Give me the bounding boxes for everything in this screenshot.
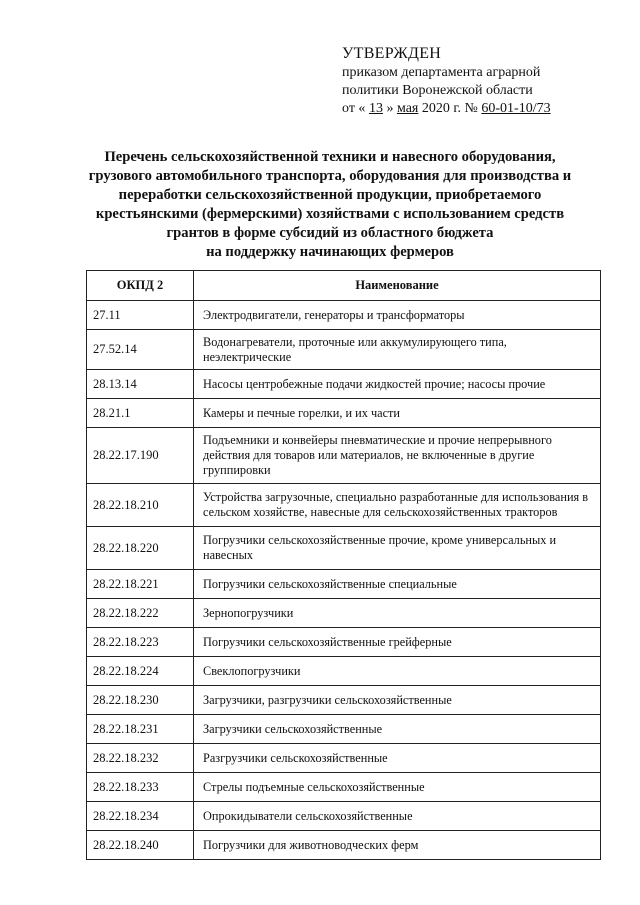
- row-name: Камеры и печные горелки, и их части: [194, 399, 601, 428]
- order-number: 60-01-10/73: [481, 101, 551, 116]
- table-row: [87, 330, 601, 370]
- row-name: Погрузчики сельскохозяйственные грейферные: [194, 628, 601, 657]
- table-row: [87, 657, 601, 686]
- row-code: 28.22.18.221: [87, 570, 194, 599]
- date-month: мая: [396, 101, 419, 116]
- title-line: переработки сельскохозяйственной продукции, приобретаемого: [118, 187, 542, 203]
- row-name: Погрузчики сельскохозяйственные прочие, кроме универсальных и навесных: [194, 527, 601, 570]
- approval-title: УТВЕРЖДЕН: [342, 45, 442, 62]
- row-name: Разгрузчики сельскохозяйственные: [194, 744, 601, 773]
- row-name: Электродвигатели, генераторы и трансформаторы: [194, 301, 601, 330]
- date-mid: »: [386, 101, 394, 116]
- title-line: грантов в форме субсидий из областного бюджета: [166, 225, 494, 241]
- title-line: крестьянскими (фермерскими) хозяйствами с использованием средств: [95, 206, 565, 222]
- table-row: [87, 744, 601, 773]
- table-row: [87, 802, 601, 831]
- row-code: 28.13.14: [87, 370, 194, 399]
- title-line: Перечень сельскохозяйственной техники и навесного оборудования,: [104, 149, 556, 165]
- table-row: [87, 301, 601, 330]
- row-code: 28.22.18.233: [87, 773, 194, 802]
- row-name: Опрокидыватели сельскохозяйственные: [194, 802, 601, 831]
- row-code: 28.21.1: [87, 399, 194, 428]
- date-prefix: от «: [342, 101, 366, 116]
- approval-line-1: приказом департамента аграрной: [342, 65, 541, 80]
- title-line: грузового автомобильного транспорта, оборудования для производства и: [88, 168, 572, 184]
- row-name: Зернопогрузчики: [194, 599, 601, 628]
- row-code: 28.22.18.222: [87, 599, 194, 628]
- row-name: Свеклопогрузчики: [194, 657, 601, 686]
- row-name: Погрузчики сельскохозяйственные специальные: [194, 570, 601, 599]
- row-name: Стрелы подъемные сельскохозяйственные: [194, 773, 601, 802]
- row-code: 28.22.18.223: [87, 628, 194, 657]
- row-name: Загрузчики сельскохозяйственные: [194, 715, 601, 744]
- row-code: 28.22.18.234: [87, 802, 194, 831]
- table-row: [87, 715, 601, 744]
- row-name: Насосы центробежные подачи жидкостей прочие; насосы прочие: [194, 370, 601, 399]
- title-line: на поддержку начинающих фермеров: [206, 244, 454, 260]
- table-header-row: [87, 271, 601, 301]
- row-code: 28.22.18.220: [87, 527, 194, 570]
- table-row: [87, 399, 601, 428]
- table-row: [87, 428, 601, 484]
- table-row: [87, 831, 601, 860]
- row-code: 27.11: [87, 301, 194, 330]
- row-code: 28.22.17.190: [87, 428, 194, 484]
- approval-line-2: политики Воронежской области: [342, 83, 533, 98]
- row-name: Загрузчики, разгрузчики сельскохозяйственные: [194, 686, 601, 715]
- table-row: [87, 628, 601, 657]
- row-code: 28.22.18.240: [87, 831, 194, 860]
- table-row: [87, 370, 601, 399]
- date-day: 13: [368, 101, 383, 116]
- row-name: Устройства загрузочные, специально разработанные для использования в сельском хозяйстве, навесные для сельскохозяйственных тракторов: [194, 484, 601, 527]
- table-row: [87, 527, 601, 570]
- row-name: Подъемники и конвейеры пневматические и прочие непрерывного действия для товаров или материалов, не включенные в другие группировки: [194, 428, 601, 484]
- equipment-table: [86, 270, 601, 860]
- approval-date-line: [342, 100, 632, 118]
- row-name: Водонагреватели, проточные или аккумулирующего типа, неэлектрические: [194, 330, 601, 370]
- table-row: [87, 599, 601, 628]
- document-title: [60, 148, 600, 262]
- row-code: 28.22.18.232: [87, 744, 194, 773]
- table-row: [87, 686, 601, 715]
- row-code: 28.22.18.230: [87, 686, 194, 715]
- table-row: [87, 570, 601, 599]
- table-row: [87, 773, 601, 802]
- approval-block: [342, 44, 632, 118]
- row-code: 27.52.14: [87, 330, 194, 370]
- row-code: 28.22.18.224: [87, 657, 194, 686]
- table-row: [87, 484, 601, 527]
- row-code: 28.22.18.231: [87, 715, 194, 744]
- header-name: Наименование: [194, 271, 601, 301]
- date-year: 2020 г. №: [421, 101, 478, 116]
- header-code: ОКПД 2: [87, 271, 194, 301]
- row-code: 28.22.18.210: [87, 484, 194, 527]
- row-name: Погрузчики для животноводческих ферм: [194, 831, 601, 860]
